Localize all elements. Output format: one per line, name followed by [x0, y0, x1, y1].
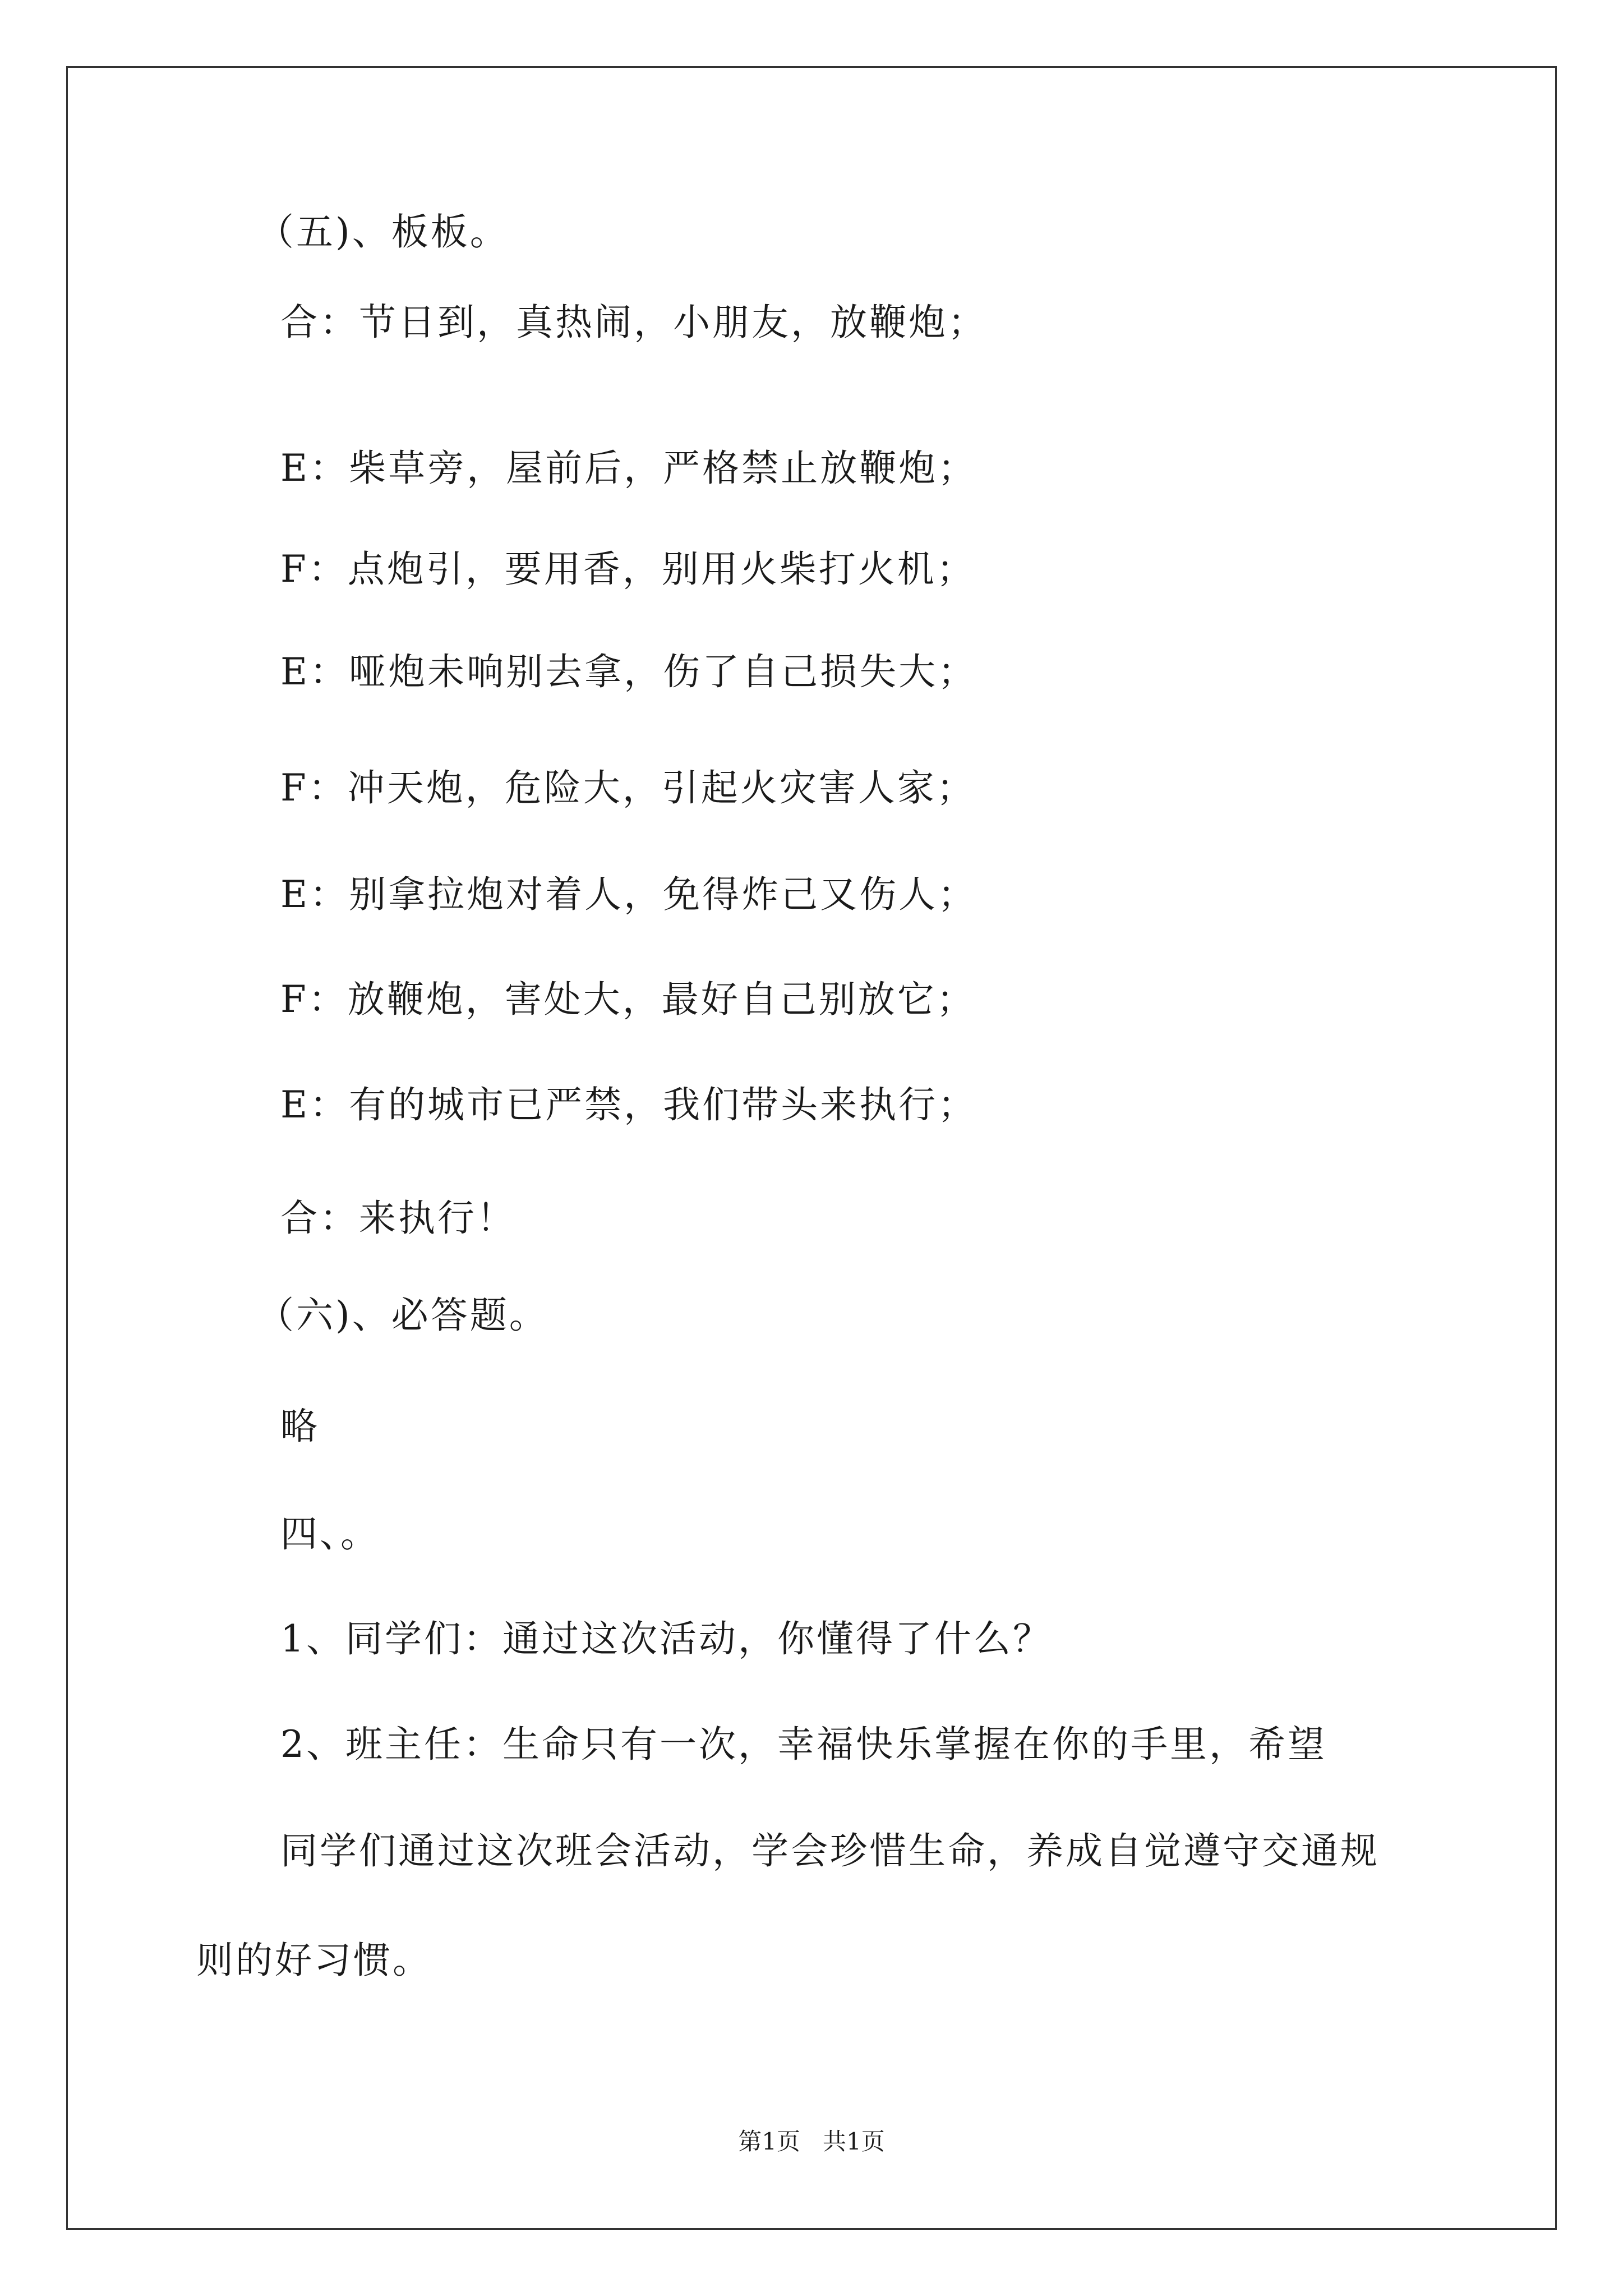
text-line: F：点炮引，要用香，别用火柴打火机； — [280, 547, 976, 591]
text-line: 略 — [280, 1405, 320, 1448]
section-heading: 四、。 — [280, 1512, 380, 1556]
text-line: E：有的城市已严禁，我们带头来执行； — [280, 1083, 978, 1126]
text-line: 2、班主任：生命只有一次，幸福快乐掌握在你的手里，希望 — [280, 1723, 1327, 1766]
section-heading: （六)、必答题。 — [257, 1294, 548, 1337]
text-line: 合：来执行！ — [280, 1197, 516, 1240]
page-border — [66, 66, 1557, 2230]
text-line: F：冲天炮，危险大，引起火灾害人家； — [280, 766, 976, 809]
text-line: 合：节日到，真热闹，小朋友，放鞭炮； — [280, 301, 987, 344]
text-line: 则的好习惯。 — [196, 1939, 432, 1982]
text-line: 1、同学们：通过这次活动，你懂得了什么？ — [280, 1617, 1052, 1660]
section-heading: （五)、板板。 — [257, 210, 509, 254]
text-line: E：哑炮未响别去拿，伤了自己损失大； — [280, 650, 978, 693]
text-line: 同学们通过这次班会活动，学会珍惜生命，养成自觉遵守交通规 — [280, 1829, 1380, 1872]
text-line: F：放鞭炮，害处大，最好自己别放它； — [280, 978, 976, 1021]
text-line: E：别拿拉炮对着人，免得炸己又伤人； — [280, 873, 978, 916]
text-line: E：柴草旁，屋前后，严格禁止放鞭炮； — [280, 447, 978, 490]
page-footer: 第1页 共1页 — [738, 2128, 885, 2155]
